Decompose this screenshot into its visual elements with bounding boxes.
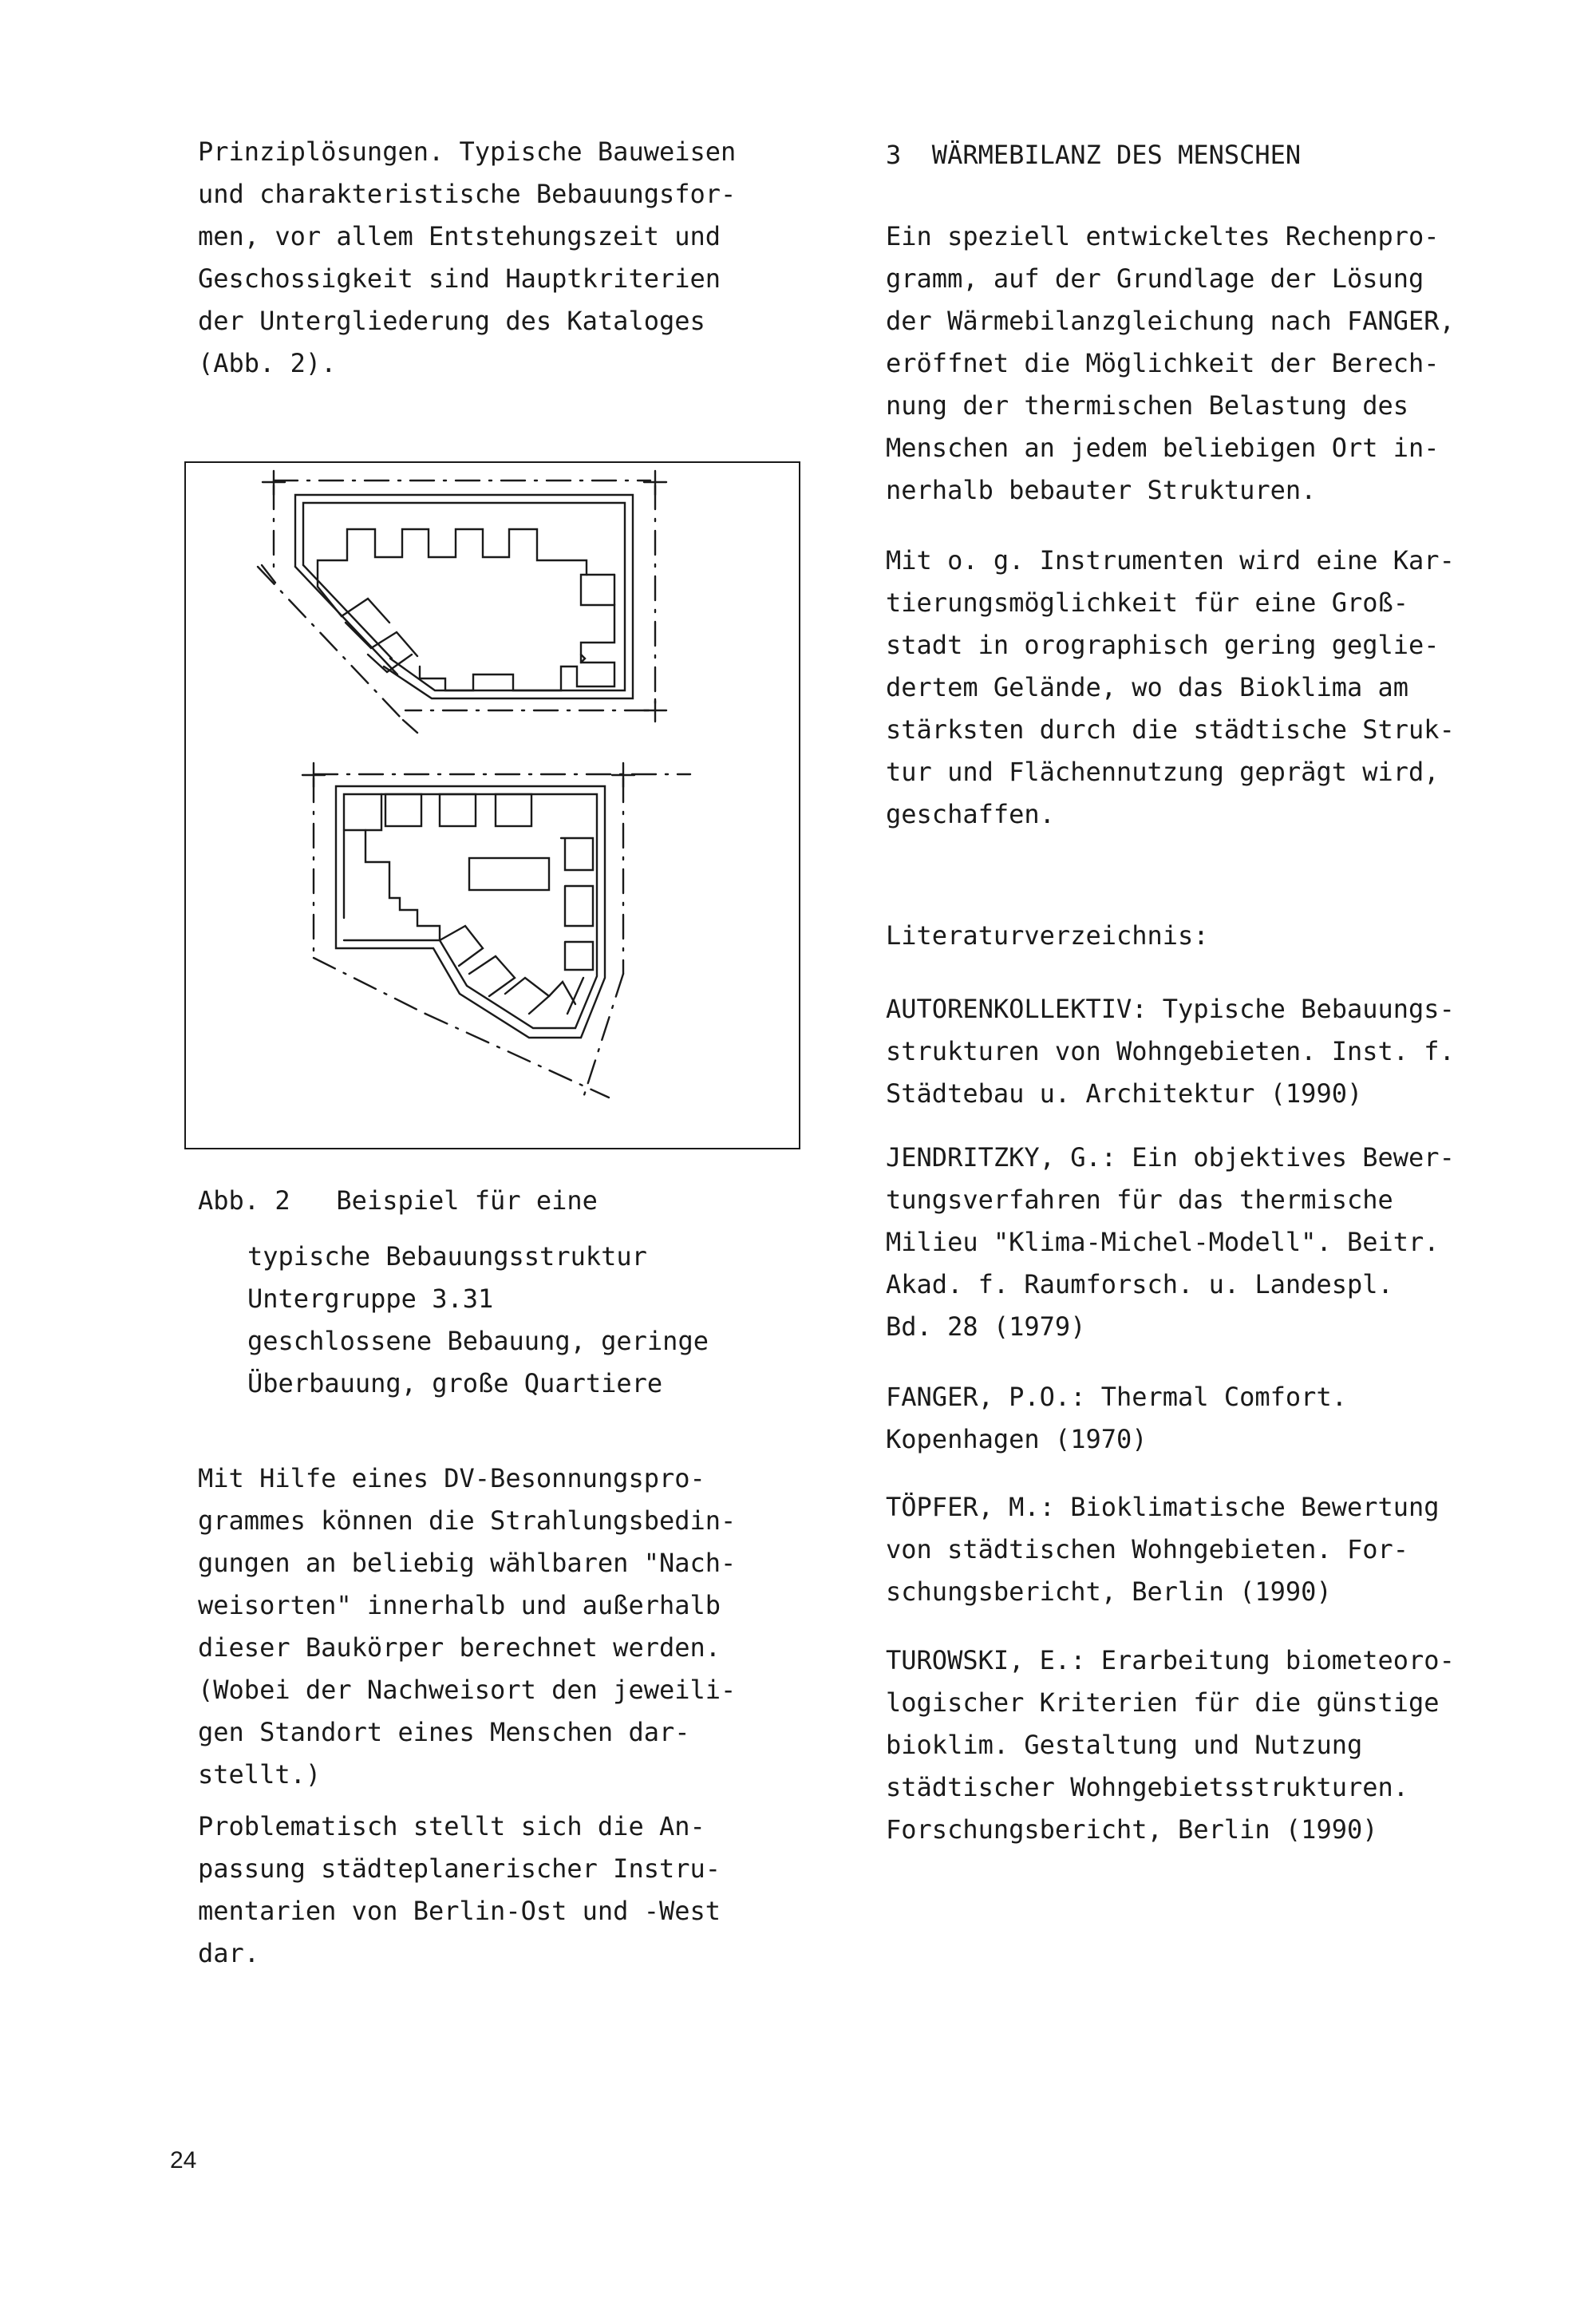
reference-entry (886, 1137, 1455, 1348)
reference-entry (886, 1640, 1455, 1851)
text-line: Forschungsbericht, Berlin (1990) (886, 1814, 1378, 1845)
text-line: bioklim. Gestaltung und Nutzung (886, 1730, 1363, 1760)
text-line: eröffnet die Möglichkeit der Berech- (886, 348, 1440, 378)
reference-entry (886, 1486, 1440, 1613)
text-line: TÖPFER, M.: Bioklimatische Bewertung (886, 1492, 1440, 1522)
reference-entry (886, 988, 1455, 1115)
text-line: passung städteplanerischer Instru- (198, 1853, 721, 1884)
reference-entry (886, 1376, 1347, 1461)
text-line: (Abb. 2). (198, 348, 337, 378)
right-paragraph-1 (886, 216, 1455, 512)
upper-block-outer-wall (295, 495, 633, 698)
text-line: geschaffen. (886, 799, 1055, 829)
paragraph-2 (198, 1458, 736, 1796)
paragraph-3 (198, 1806, 721, 1975)
site-plan-drawing (186, 463, 802, 1151)
text-line: nerhalb bebauter Strukturen. (886, 475, 1317, 505)
text-line: Geschossigkeit sind Hauptkriterien (198, 263, 721, 294)
text-line: Städtebau u. Architektur (1990) (886, 1078, 1363, 1109)
text-line: stärksten durch die städtische Struk- (886, 714, 1455, 745)
text-line: der Untergliederung des Kataloges (198, 306, 705, 336)
text-line: tierungsmöglichkeit für eine Groß- (886, 587, 1409, 618)
right-paragraph-2 (886, 540, 1455, 836)
text-line: gungen an beliebig wählbaren "Nach- (198, 1548, 737, 1578)
text-line: nung der thermischen Belastung des (886, 390, 1409, 421)
text-line: Akad. f. Raumforsch. u. Landespl. (886, 1269, 1393, 1299)
text-line: stellt.) (198, 1759, 322, 1790)
text-line: tur und Flächennutzung geprägt wird, (886, 757, 1440, 787)
section-heading (886, 134, 1301, 176)
text-line: Prinziplösungen. Typische Bauweisen (198, 136, 737, 167)
figure-site-plan (184, 461, 800, 1149)
text-line: Überbauung, große Quartiere (247, 1368, 663, 1398)
text-line: grammes können die Strahlungsbedin- (198, 1505, 737, 1536)
text-line: tungsverfahren für das thermische (886, 1185, 1393, 1215)
text-line: JENDRITZKY, G.: Ein objektives Bewer- (886, 1142, 1455, 1173)
text-line: Kopenhagen (1970) (886, 1424, 1148, 1454)
lower-block-inner-buildings (344, 794, 593, 1014)
text-line: dertem Gelände, wo das Bioklima am (886, 672, 1409, 702)
text-line: stadt in orographisch gering geglie- (886, 630, 1440, 660)
text-line: geschlossene Bebauung, geringe (247, 1326, 709, 1356)
lower-block-boundary (314, 774, 690, 1098)
text-line: mentarien von Berlin-Ost und -West (198, 1896, 721, 1926)
text-line: men, vor allem Entstehungszeit und (198, 221, 721, 251)
text-line: dar. (198, 1938, 260, 1968)
figure-caption-title: Beispiel für eine (336, 1185, 598, 1216)
text-line: und charakteristische Bebauungsfor- (198, 179, 737, 209)
text-line: gramm, auf der Grundlage der Lösung (886, 263, 1424, 294)
text-line: logischer Kriterien für die günstige (886, 1687, 1440, 1718)
text-line: weisorten" innerhalb und außerhalb (198, 1590, 721, 1620)
text-line: AUTORENKOLLEKTIV: Typische Bebauungs- (886, 994, 1455, 1024)
page-number: 24 (170, 2147, 197, 2173)
text-line: TUROWSKI, E.: Erarbeitung biometeoro- (886, 1645, 1455, 1675)
text-line: städtischer Wohngebietsstrukturen. (886, 1772, 1409, 1802)
text-line: Mit Hilfe eines DV-Besonnungspro- (198, 1463, 705, 1493)
figure-caption (198, 1180, 598, 1222)
text-line: schungsbericht, Berlin (1990) (886, 1576, 1332, 1607)
text-line: (Wobei der Nachweisort den jeweili- (198, 1675, 737, 1705)
text-line: typische Bebauungsstruktur (247, 1241, 647, 1272)
references-heading: Literaturverzeichnis: (886, 920, 1209, 951)
text-line: Milieu "Klima-Michel-Modell". Beitr. (886, 1227, 1440, 1257)
upper-block-inner-buildings (318, 529, 614, 690)
text-line: gen Standort eines Menschen dar- (198, 1717, 690, 1747)
text-line: Menschen an jedem beliebigen Ort in- (886, 433, 1440, 463)
references-title (886, 915, 1209, 957)
text-line: strukturen von Wohngebieten. Inst. f. (886, 1036, 1455, 1066)
text-line: FANGER, P.O.: Thermal Comfort. (886, 1382, 1347, 1412)
section-title: 3 WÄRMEBILANZ DES MENSCHEN (886, 140, 1302, 170)
upper-block-boundary (258, 481, 655, 718)
text-line: Problematisch stellt sich die An- (198, 1811, 705, 1841)
figure-caption-body (247, 1236, 709, 1405)
text-line: Ein speziell entwickeltes Rechenpro- (886, 221, 1440, 251)
intro-paragraph (198, 131, 736, 385)
figure-label: Abb. 2 (198, 1185, 290, 1216)
text-line: Untergruppe 3.31 (247, 1284, 494, 1314)
text-line: von städtischen Wohngebieten. For- (886, 1534, 1409, 1564)
text-line: der Wärmebilanzgleichung nach FANGER, (886, 306, 1455, 336)
text-line: dieser Baukörper berechnet werden. (198, 1632, 721, 1663)
text-line: Bd. 28 (1979) (886, 1311, 1086, 1342)
text-line: Mit o. g. Instrumenten wird eine Kar- (886, 545, 1455, 576)
